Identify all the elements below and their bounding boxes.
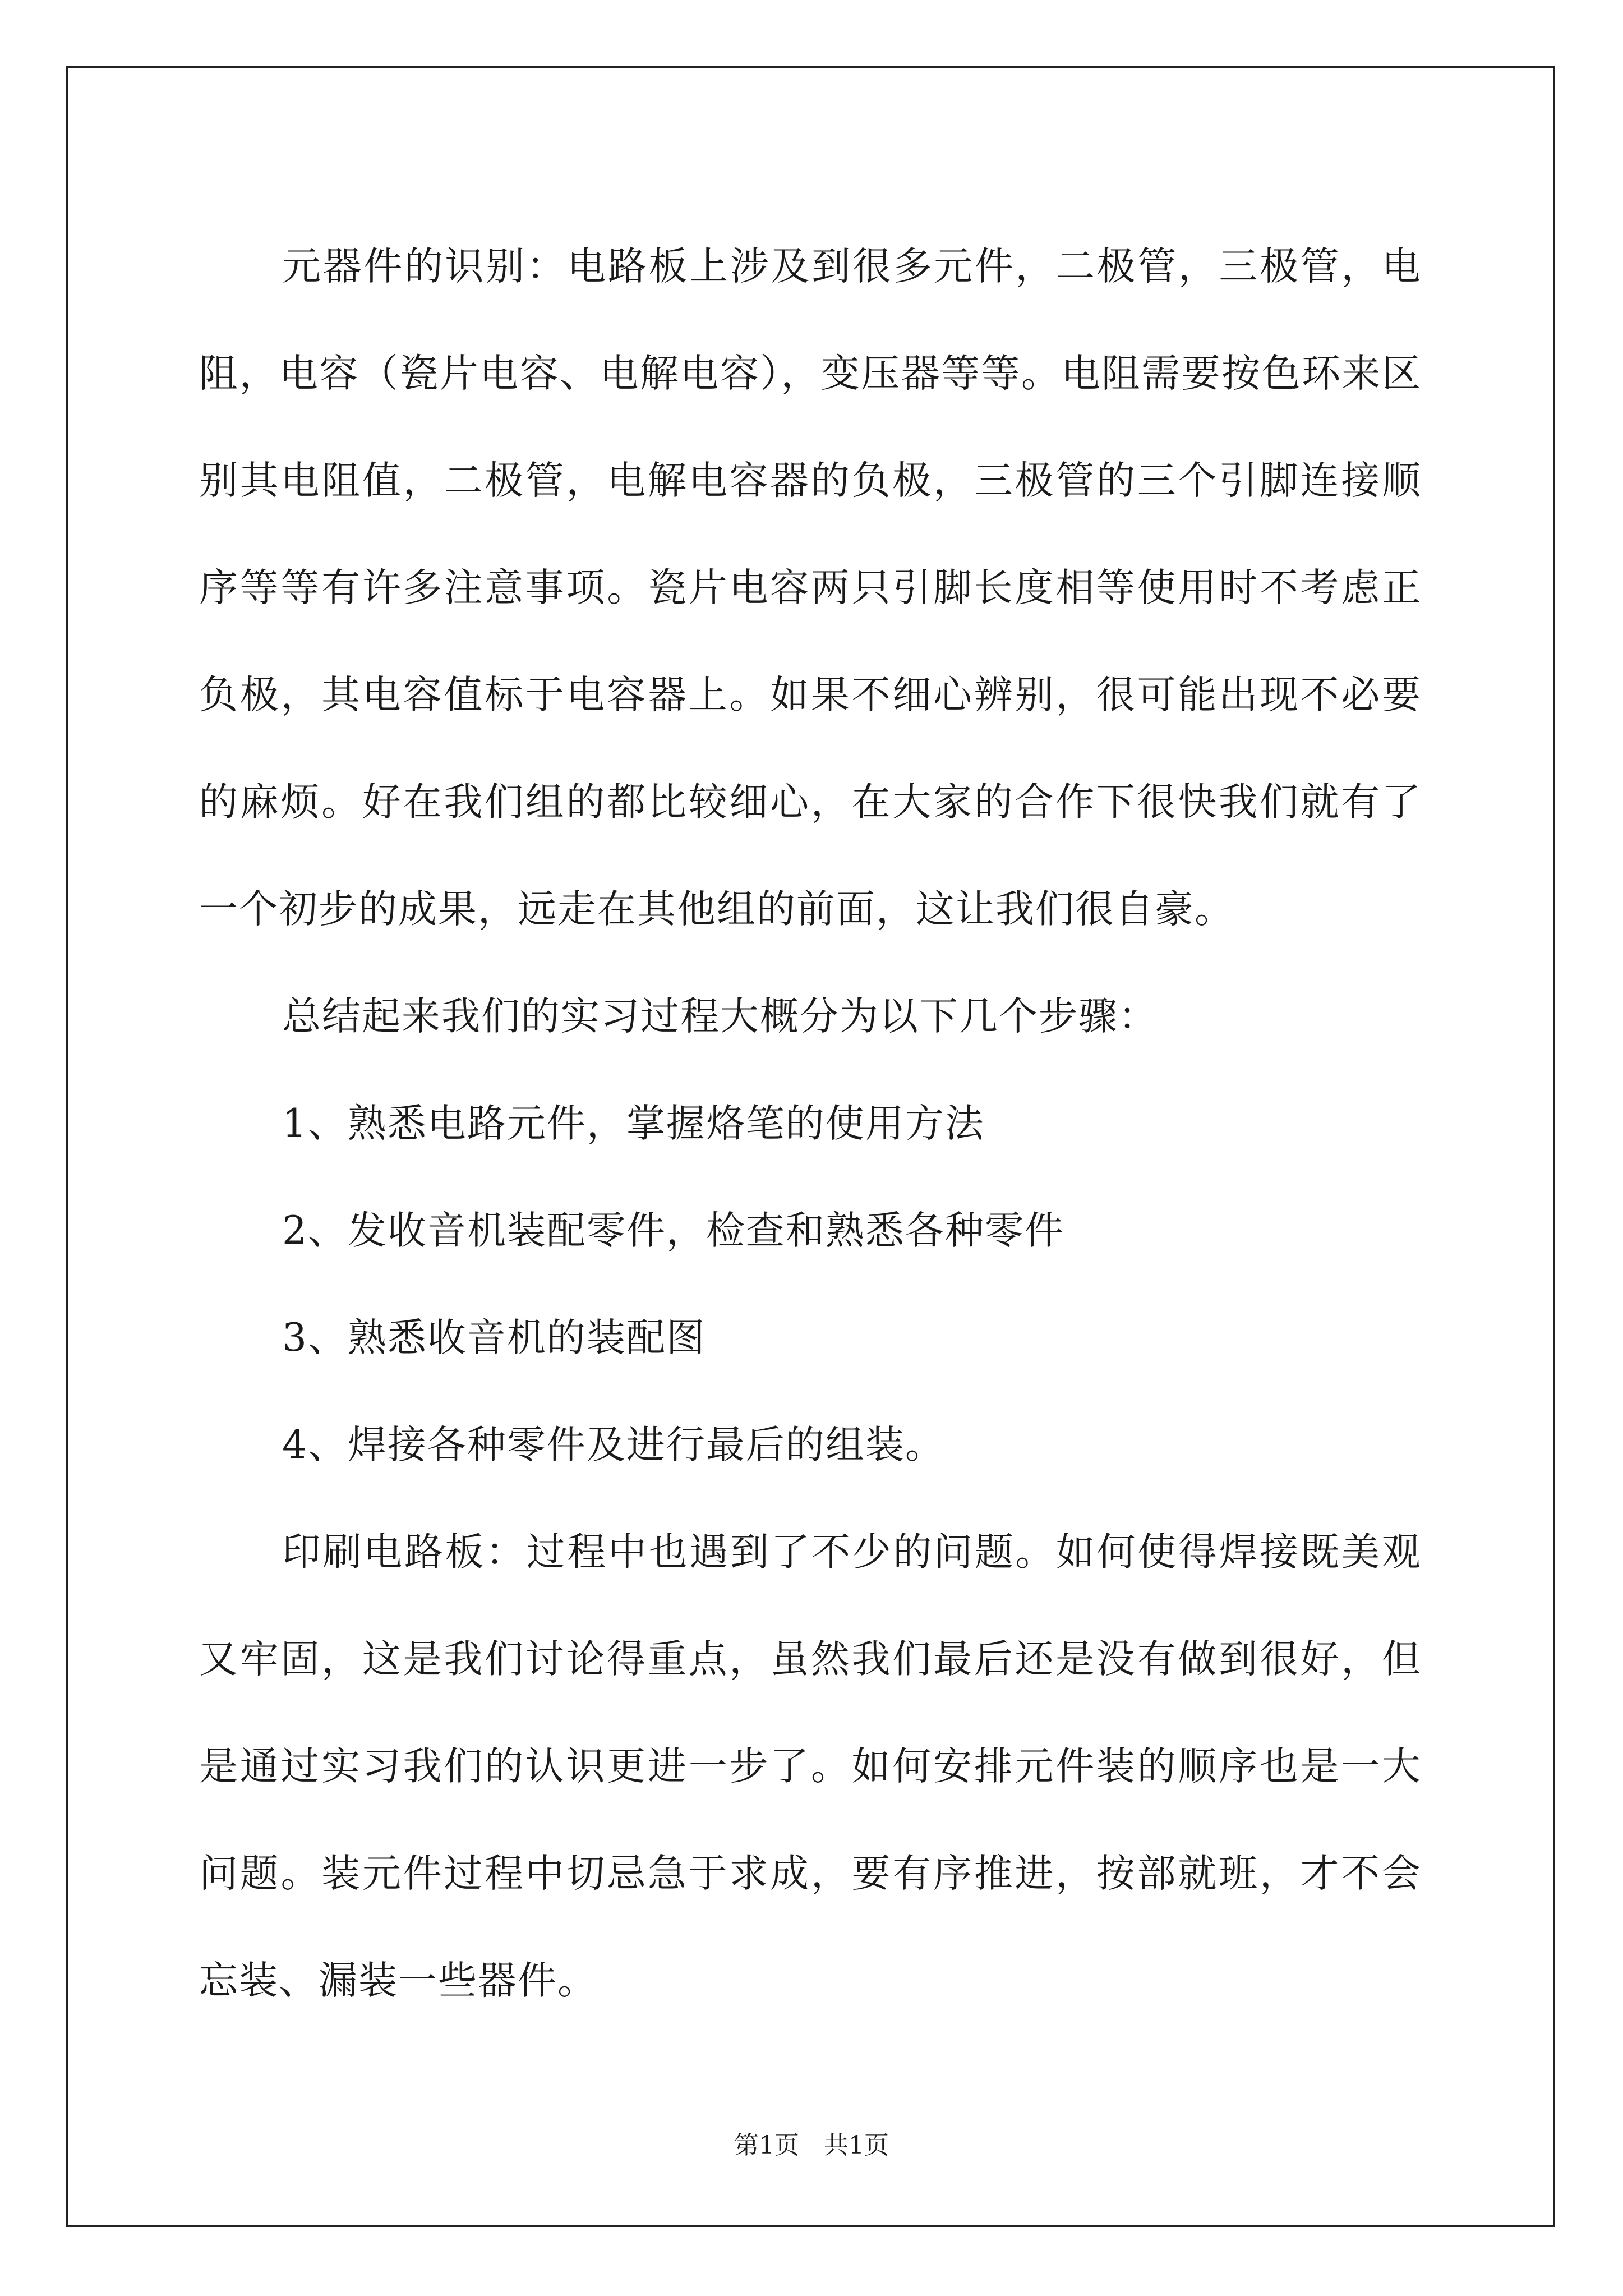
paragraph-printed-circuit-board: 印刷电路板：过程中也遇到了不少的问题。如何使得焊接既美观又牢固，这是我们讨论得重点，虽然我们最后还是没有做到很好，但是通过实习我们的认识更进一步了。如何安排元件装的顺序也是一大问题。装元件过程中切忌急于求成，要有序推进，按部就班，才不会忘装、漏装一些器件。 <box>199 1530 1422 2003</box>
paragraph-steps-intro: 总结起来我们的实习过程大概分为以下几个步骤： <box>282 994 1158 1039</box>
list-item-step-3: 3、熟悉收音机的装配图 <box>282 1315 706 1360</box>
document-body <box>199 213 1422 2035</box>
list-item-step-2: 2、发收音机装配零件，检查和熟悉各种零件 <box>282 1208 1064 1253</box>
page-number-footer: 第1页 共1页 <box>734 2131 889 2160</box>
paragraph-component-identification: 元器件的识别：电路板上涉及到很多元件，二极管，三极管，电阻，电容（瓷片电容、电解电容），变压器等等。电阻需要按色环来区别其电阻值，二极管，电解电容器的负极，三极管的三个引脚连接顺序等等有许多注意事项。瓷片电容两只引脚长度相等使用时不考虑正负极，其电容值标于电容器上。如果不细心辨别，很可能出现不必要的麻烦。好在我们组的都比较细心，在大家的合作下很快我们就有了一个初步的成果，远走在其他组的前面，这让我们很自豪。 <box>199 244 1422 932</box>
list-item-step-4: 4、焊接各种零件及进行最后的组装。 <box>282 1423 945 1467</box>
list-item-step-1: 1、熟悉电路元件，掌握烙笔的使用方法 <box>282 1101 985 1146</box>
